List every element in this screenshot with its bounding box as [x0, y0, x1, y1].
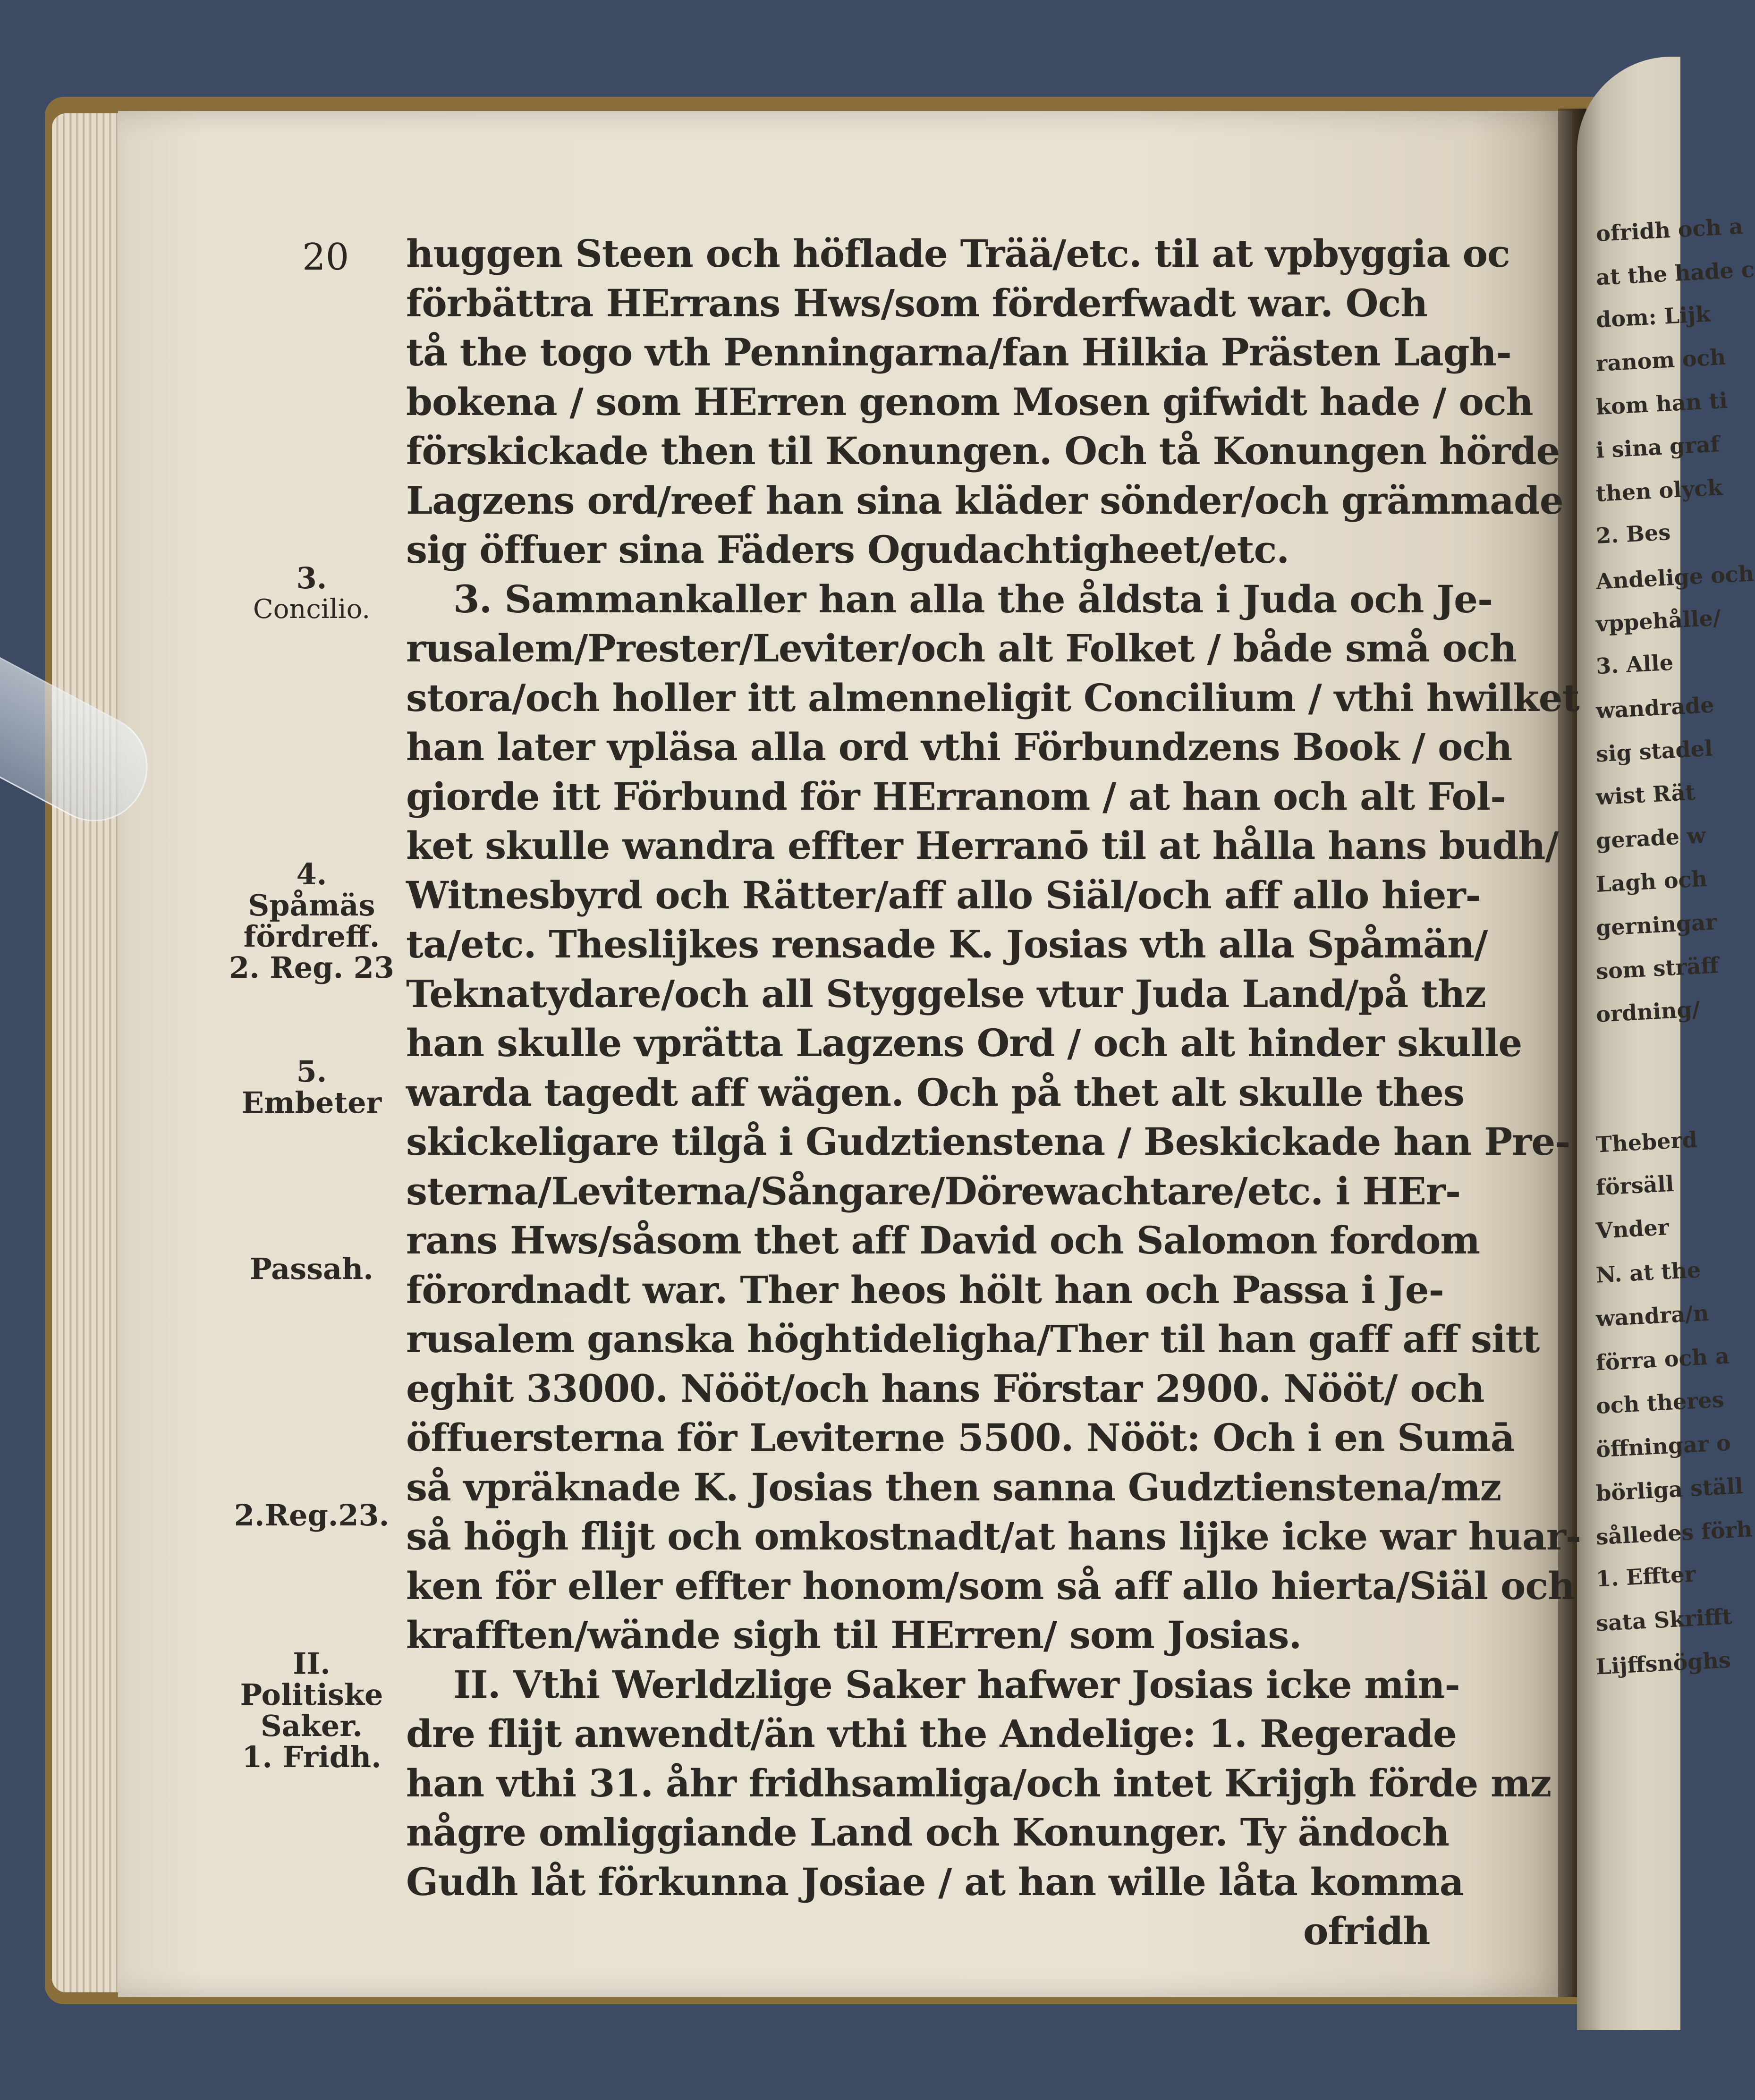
- text-line: sig öffuer sina Fäders Ogudachtigheet/etc.: [406, 527, 1289, 572]
- right-page-line: Theberd: [1595, 1126, 1698, 1158]
- text-line: warda tagedt aff wägen. Och på thet alt skulle thes: [406, 1070, 1464, 1115]
- right-page-line: wandrade: [1595, 692, 1715, 724]
- text-line: rusalem ganska höghtideligha/Ther til han gaff aff sitt: [406, 1317, 1540, 1361]
- text-line: Teknatydare/och all Styggelse vtur Juda Land/på thz: [406, 971, 1486, 1016]
- text-line: förbättra HErrans Hws/som förderfwadt war. Och: [406, 280, 1428, 325]
- text-line: ofridh: [1303, 1909, 1430, 1953]
- right-page-line: 1. Effter: [1595, 1561, 1696, 1592]
- right-page-line: at the hade c: [1595, 256, 1755, 290]
- right-page-line: dom: Lijk: [1595, 301, 1712, 333]
- text-line: ken för eller effter honom/som så aff allo hierta/Siäl och: [406, 1563, 1575, 1608]
- margin-note: [227, 560, 397, 625]
- text-line: förskickade then til Konungen. Och tå Konungen hörde: [406, 429, 1560, 473]
- text-line: eghit 33000. Nööt/och hans Förstar 2900. Nööt/ och: [406, 1366, 1484, 1411]
- text-line: II. Vthi Werldzlige Saker hafwer Josias icke min-: [453, 1662, 1460, 1707]
- text-line: 3. Sammankaller han alla the åldsta i Juda och Je-: [453, 576, 1493, 621]
- margin-note-line: 1. Fridh.: [242, 1739, 382, 1774]
- right-page-line: Lijffsnöghs: [1595, 1647, 1731, 1680]
- text-line: så vpräknade K. Josias then sanna Gudztienstena/mz: [406, 1465, 1501, 1509]
- margin-note-line: Concilio.: [253, 593, 371, 625]
- text-line: skickeligare tilgå i Gudztienstena / Beskickade han Pre-: [406, 1119, 1570, 1164]
- right-page-line: then olyck: [1595, 474, 1723, 507]
- right-page-line: ofridh och a: [1595, 213, 1744, 247]
- margin-note-line: Saker.: [261, 1708, 363, 1743]
- text-line: giorde itt Förbund för HErranom / at han och alt Fol-: [406, 774, 1506, 819]
- right-page-line: wandra/n: [1595, 1300, 1710, 1332]
- right-page-line: börliga ställ: [1595, 1473, 1744, 1507]
- text-line: någre omliggiande Land och Konunger. Ty ändoch: [406, 1810, 1449, 1854]
- margin-note-line: 5.: [296, 1054, 327, 1089]
- margin-note-line: 2.Reg.23.: [234, 1498, 390, 1533]
- margin-note-line: Politiske: [240, 1677, 383, 1712]
- text-line: dre flijt anwendt/än vthi the Andelige: 1. Regerade: [406, 1711, 1457, 1756]
- right-page-line: i sina graf: [1595, 431, 1721, 463]
- right-page-line: förra och a: [1595, 1343, 1730, 1376]
- text-line: krafften/wände sigh til HErren/ som Josias.: [406, 1613, 1302, 1657]
- right-page-line: ordning/: [1595, 996, 1701, 1027]
- right-page-line: kom han ti: [1595, 387, 1728, 420]
- right-page-line: och theres: [1595, 1386, 1725, 1419]
- margin-note: [227, 1500, 397, 1531]
- right-page-line: vppehålle/: [1595, 605, 1721, 637]
- margin-note: [227, 856, 397, 985]
- right-page-line: Andelige och: [1595, 560, 1755, 594]
- text-line: Gudh låt förkunna Josiae / at han wille låta komma: [406, 1859, 1464, 1904]
- margin-note-line: II.: [293, 1646, 331, 1681]
- right-page-line: ranom och: [1595, 344, 1727, 377]
- right-page-line: Vnder: [1595, 1214, 1670, 1244]
- text-line: Lagzens ord/reef han sina kläder sönder/och grämmade: [406, 478, 1563, 523]
- text-line: rans Hws/såsom thet aff David och Salomon fordom: [406, 1218, 1480, 1262]
- right-page-line: sålledes förh: [1595, 1516, 1753, 1550]
- page-number: 20: [302, 236, 349, 279]
- text-line: öffuersterna för Leviterne 5500. Nööt: Och i en Sumā: [406, 1415, 1515, 1460]
- margin-note: [227, 1253, 397, 1285]
- right-page-line: öffningar o: [1595, 1430, 1731, 1463]
- text-line: huggen Steen och höflade Trää/etc. til at vpbyggia oc: [406, 231, 1510, 276]
- right-page-line: som sträff: [1595, 952, 1720, 984]
- margin-note-line: 3.: [296, 560, 327, 595]
- text-line: bokena / som HErren genom Mosen gifwidt hade / och: [406, 379, 1533, 424]
- right-page-line: försäll: [1595, 1170, 1675, 1201]
- margin-note-line: Spåmäs: [248, 888, 375, 923]
- right-page-line: gerningar: [1595, 909, 1718, 941]
- right-page-line: gerade w: [1595, 822, 1706, 854]
- right-page-line: Lagh och: [1595, 865, 1708, 898]
- text-line: han skulle vprätta Lagzens Ord / och alt hinder skulle: [406, 1021, 1522, 1065]
- margin-note-line: Passah.: [250, 1251, 373, 1286]
- text-line: ket skulle wandra effter Herranō til at hålla hans budh/: [406, 823, 1559, 868]
- text-line: ta/etc. Theslijkes rensade K. Josias vth alla Spåmän/: [406, 922, 1488, 966]
- right-page-line: N. at the: [1595, 1257, 1702, 1288]
- right-page-line: 3. Alle: [1595, 649, 1674, 679]
- text-line: stora/och holler itt almenneligit Concilium / vthi hwilket: [406, 675, 1579, 720]
- text-line: han later vpläsa alla ord vthi Förbundzens Book / och: [406, 725, 1512, 769]
- margin-note-line: 2. Reg. 23: [229, 950, 395, 985]
- margin-note-line: fördreff.: [243, 919, 380, 954]
- right-page-line: 2. Bes: [1595, 519, 1671, 549]
- margin-note-line: 4.: [296, 856, 327, 891]
- text-line: rusalem/Prester/Leviter/och alt Folket / både små och: [406, 626, 1517, 670]
- right-page-line: sata Skrifft: [1595, 1603, 1733, 1636]
- text-line: han vthi 31. åhr fridhsamliga/och intet Krijgh förde mz: [406, 1761, 1552, 1805]
- margin-note: [227, 1648, 397, 1773]
- text-line: sterna/Leviterna/Sångare/Dörewachtare/etc. i HEr-: [406, 1169, 1461, 1213]
- right-page-line: wist Rät: [1595, 779, 1696, 810]
- text-line: så högh flijt och omkostnadt/at hans lijke icke war huar-: [406, 1514, 1581, 1558]
- margin-note: [227, 1056, 397, 1118]
- text-line: tå the togo vth Penningarna/fan Hilkia Prästen Lagh-: [406, 330, 1511, 374]
- text-line: förordnadt war. Ther heos hölt han och Passa i Je-: [406, 1267, 1444, 1312]
- text-line: Witnesbyrd och Rätter/aff allo Siäl/och aff allo hier-: [406, 872, 1481, 917]
- margin-note-line: Embeter: [241, 1085, 382, 1120]
- right-page-line: sig stadel: [1595, 735, 1713, 767]
